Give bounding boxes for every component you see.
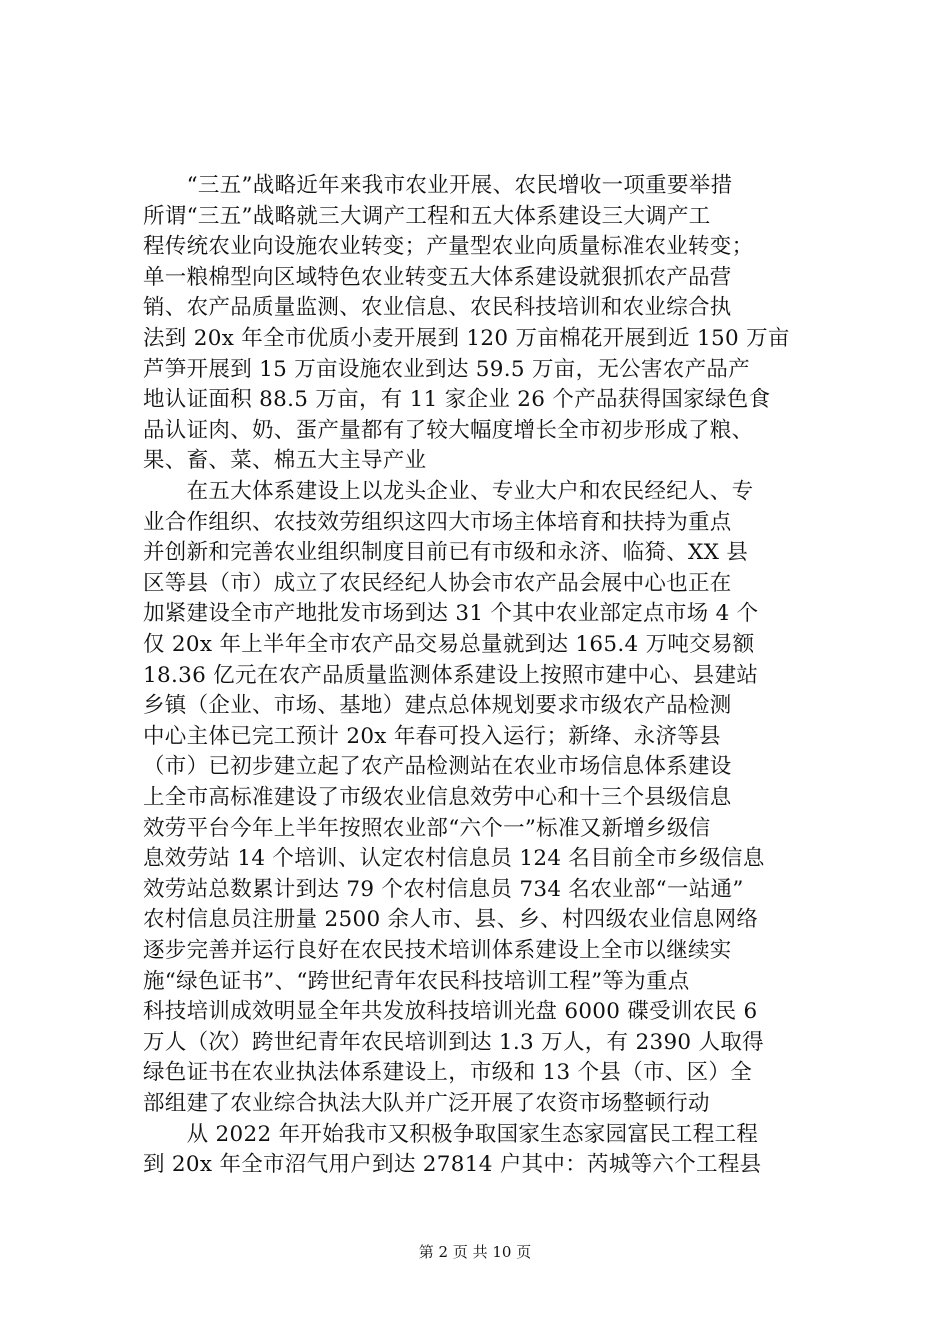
text-line: 农村信息员注册量 2500 余人市、县、乡、村四级农业信息网络 <box>143 907 759 932</box>
text-line: 中心主体已完工预计 20x 年春可投入运行；新绛、永济等县 <box>143 724 721 749</box>
text-line: 所谓“三五”战略就三大调产工程和五大体系建设三大调产工 <box>143 204 711 229</box>
text-line: 单一粮棉型向区域特色农业转变五大体系建设就狠抓农产品营 <box>143 265 732 290</box>
text-line: 并创新和完善农业组织制度目前已有市级和永济、临猗、XX 县 <box>143 540 749 565</box>
text-line: 程传统农业向设施农业转变；产量型农业向质量标准农业转变； <box>143 234 754 259</box>
text-line: 区等县（市）成立了农民经纪人协会市农产品会展中心也正在 <box>143 571 732 596</box>
text-line: 部组建了农业综合执法大队并广泛开展了农资市场整顿行动 <box>143 1091 710 1116</box>
text-line: 果、畜、菜、棉五大主导产业 <box>143 448 427 473</box>
text-line: 18.36 亿元在农产品质量监测体系建设上按照市建中心、县建站 <box>143 663 759 688</box>
text-line: 效劳站总数累计到达 79 个农村信息员 734 名农业部“一站通” <box>143 877 744 902</box>
text-line: “三五”战略近年来我市农业开展、农民增收一项重要举措 <box>143 173 733 198</box>
text-line: 品认证肉、奶、蛋产量都有了较大幅度增长全市初步形成了粮、 <box>143 418 754 443</box>
text-line: 息效劳站 14 个培训、认定农村信息员 124 名目前全市乡级信息 <box>143 846 765 871</box>
text-line: 效劳平台今年上半年按照农业部“六个一”标准又新增乡级信 <box>143 816 711 841</box>
text-line: 地认证面积 88.5 万亩，有 11 家企业 26 个产品获得国家绿色食 <box>143 387 771 412</box>
text-line: 施“绿色证书”、“跨世纪青年农民科技培训工程”等为重点 <box>143 969 690 994</box>
text-line: （市）已初步建立起了农产品检测站在农业市场信息体系建设 <box>143 754 732 779</box>
text-line: 绿色证书在农业执法体系建设上，市级和 13 个县（市、区）全 <box>143 1060 753 1085</box>
text-line: 销、农产品质量监测、农业信息、农民科技培训和农业综合执 <box>143 295 732 320</box>
text-line: 仅 20x 年上半年全市农产品交易总量就到达 165.4 万吨交易额 <box>143 632 755 657</box>
page-number-footer: 第 2 页 共 10 页 <box>418 1243 532 1261</box>
text-line: 乡镇（企业、市场、基地）建点总体规划要求市级农产品检测 <box>143 693 732 718</box>
text-line: 到 20x 年全市沼气用户到达 27814 户其中：芮城等六个工程县 <box>143 1152 762 1177</box>
text-line: 科技培训成效明显全年共发放科技培训光盘 6000 碟受训农民 6 <box>143 999 758 1024</box>
text-line: 逐步完善并运行良好在农民技术培训体系建设上全市以继续实 <box>143 938 732 963</box>
text-line: 在五大体系建设上以龙头企业、专业大户和农民经纪人、专 <box>143 479 754 504</box>
text-line: 芦笋开展到 15 万亩设施农业到达 59.5 万亩，无公害农产品产 <box>143 357 750 382</box>
text-line: 万人（次）跨世纪青年农民培训到达 1.3 万人，有 2390 人取得 <box>143 1030 764 1055</box>
text-line: 业合作组织、农技效劳组织这四大市场主体培育和扶持为重点 <box>143 510 732 535</box>
text-line: 加紧建设全市产地批发市场到达 31 个其中农业部定点市场 4 个 <box>143 601 759 626</box>
text-line: 上全市高标准建设了市级农业信息效劳中心和十三个县级信息 <box>143 785 732 810</box>
text-line: 法到 20x 年全市优质小麦开展到 120 万亩棉花开展到近 150 万亩 <box>143 326 790 351</box>
text-line: 从 2022 年开始我市又积极争取国家生态家园富民工程工程 <box>143 1122 759 1147</box>
